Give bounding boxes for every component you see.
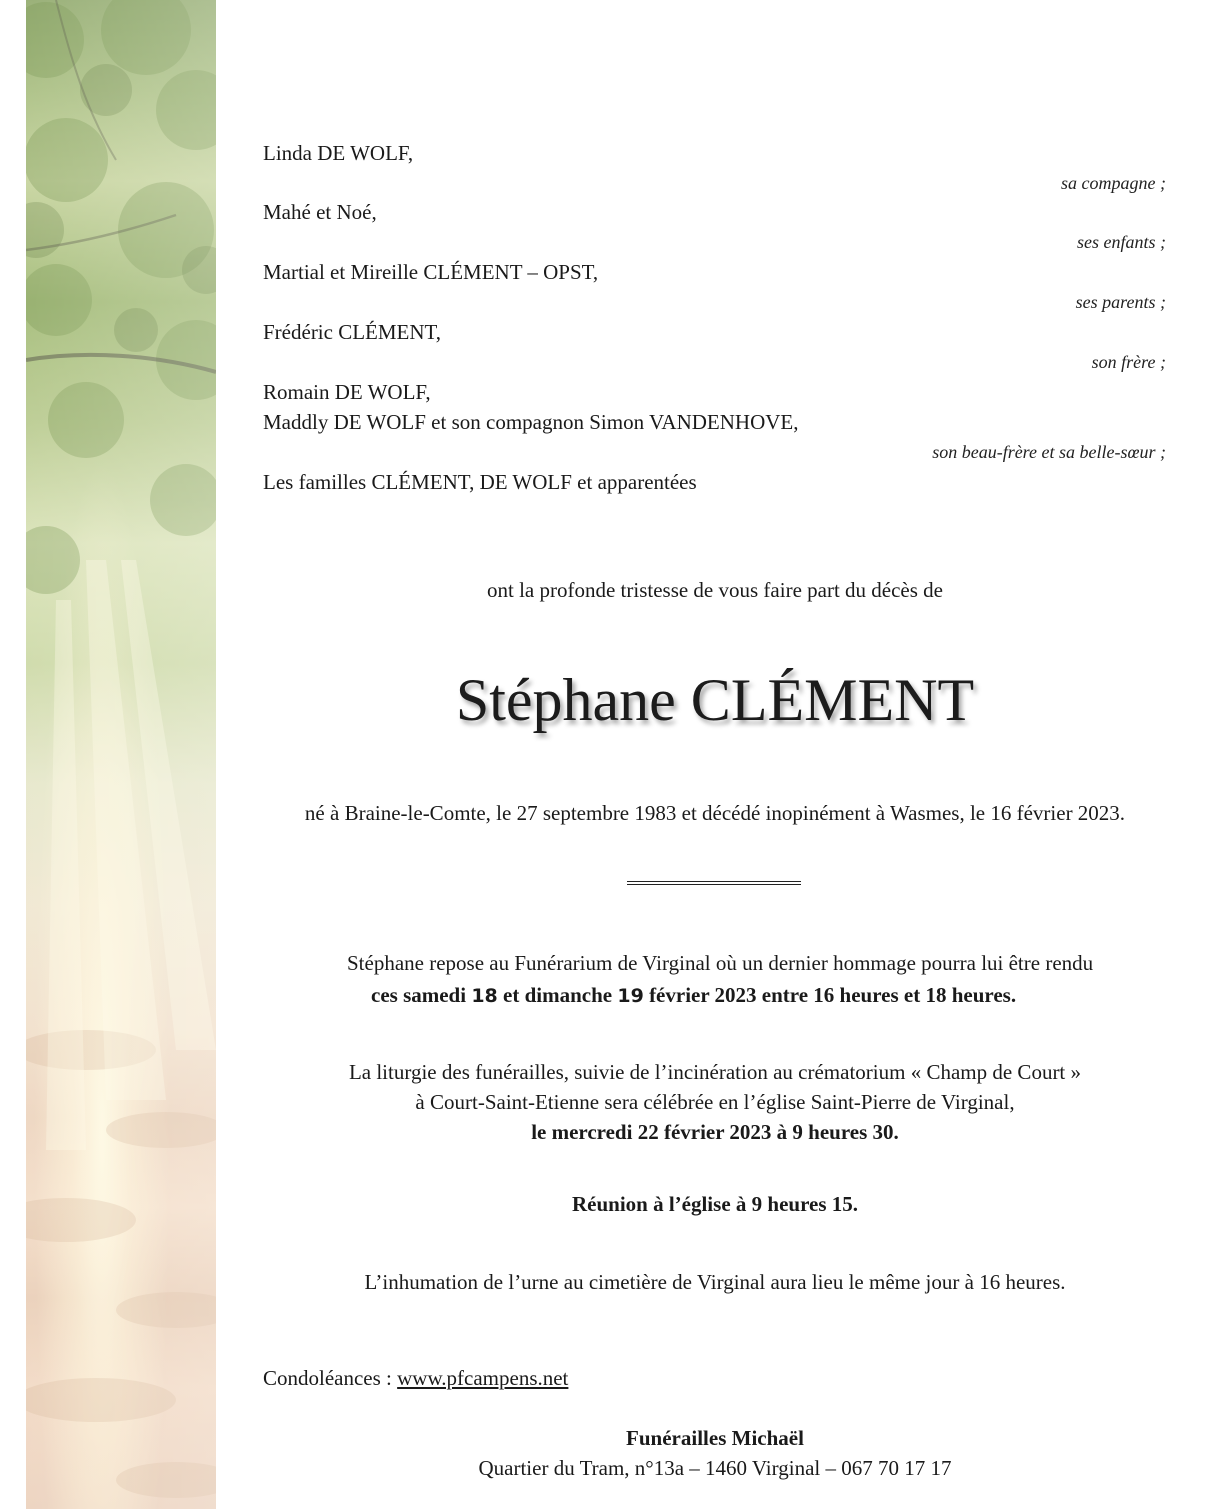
- family-name-line: Linda DE WOLF,: [263, 141, 414, 165]
- double-line-separator: [627, 881, 801, 885]
- family-name-line: Frédéric CLÉMENT,: [263, 320, 442, 344]
- family-name-line: Martial et Mireille CLÉMENT – OPST,: [263, 260, 599, 284]
- forest-path-image: [26, 0, 216, 1509]
- visitation-text-part: ces samedi: [371, 983, 472, 1007]
- condolences-link[interactable]: www.pfcampens.net: [397, 1366, 569, 1390]
- meeting-text: Réunion à l’église à 9 heures 15.: [571, 1192, 859, 1216]
- visitation-day: 19: [617, 985, 644, 1007]
- visitation-text-part: et dimanche: [497, 983, 618, 1007]
- family-name-line: Mahé et Noé,: [263, 200, 377, 224]
- family-role: ses parents ;: [1075, 292, 1166, 312]
- funeral-text: à Court-Saint-Etienne sera célébrée en l’église Saint-Pierre de Virginal,: [415, 1090, 1015, 1114]
- family-name-line: Romain DE WOLF,: [263, 380, 431, 404]
- image-veil: [26, 0, 216, 1509]
- funeral-home-name: Funérailles Michaël: [626, 1426, 804, 1450]
- condolences-label: Condoléances :: [263, 1366, 398, 1390]
- visitation-text-part: février 2023 entre 16 heures et 18 heures.: [643, 983, 1017, 1007]
- family-role: son beau-frère et sa belle-sœur ;: [932, 442, 1166, 462]
- visitation-text: Stéphane repose au Funérarium de Virginal où un dernier hommage pourra lui être rendu: [347, 951, 1094, 975]
- family-role: son frère ;: [1091, 352, 1166, 372]
- family-role: ses enfants ;: [1077, 232, 1166, 252]
- visitation-day: 18: [471, 985, 498, 1007]
- family-name-line: Maddly DE WOLF et son compagnon Simon VANDENHOVE,: [263, 410, 799, 434]
- visitation-dates: [371, 982, 1016, 1009]
- burial-text: L’inhumation de l’urne au cimetière de Virginal aura lieu le même jour à 16 heures.: [364, 1270, 1066, 1294]
- announcement-text: ont la profonde tristesse de vous faire part du décès de: [486, 578, 943, 602]
- birth-death-text: né à Braine-le-Comte, le 27 septembre 1983 et décédé inopinément à Wasmes, le 16 février 2023.: [304, 801, 1126, 825]
- family-role: sa compagne ;: [1061, 173, 1166, 193]
- funeral-date: le mercredi 22 février 2023 à 9 heures 30.: [531, 1120, 899, 1144]
- deceased-name: Stéphane CLÉMENT: [455, 667, 975, 733]
- funeral-text: La liturgie des funérailles, suivie de l’incinération au crématorium « Champ de Court »: [348, 1060, 1082, 1084]
- funeral-home-address: Quartier du Tram, n°13a – 1460 Virginal – 067 70 17 17: [478, 1456, 952, 1480]
- condolences-line: [263, 1365, 568, 1391]
- family-name-line: Les familles CLÉMENT, DE WOLF et apparentées: [263, 470, 697, 494]
